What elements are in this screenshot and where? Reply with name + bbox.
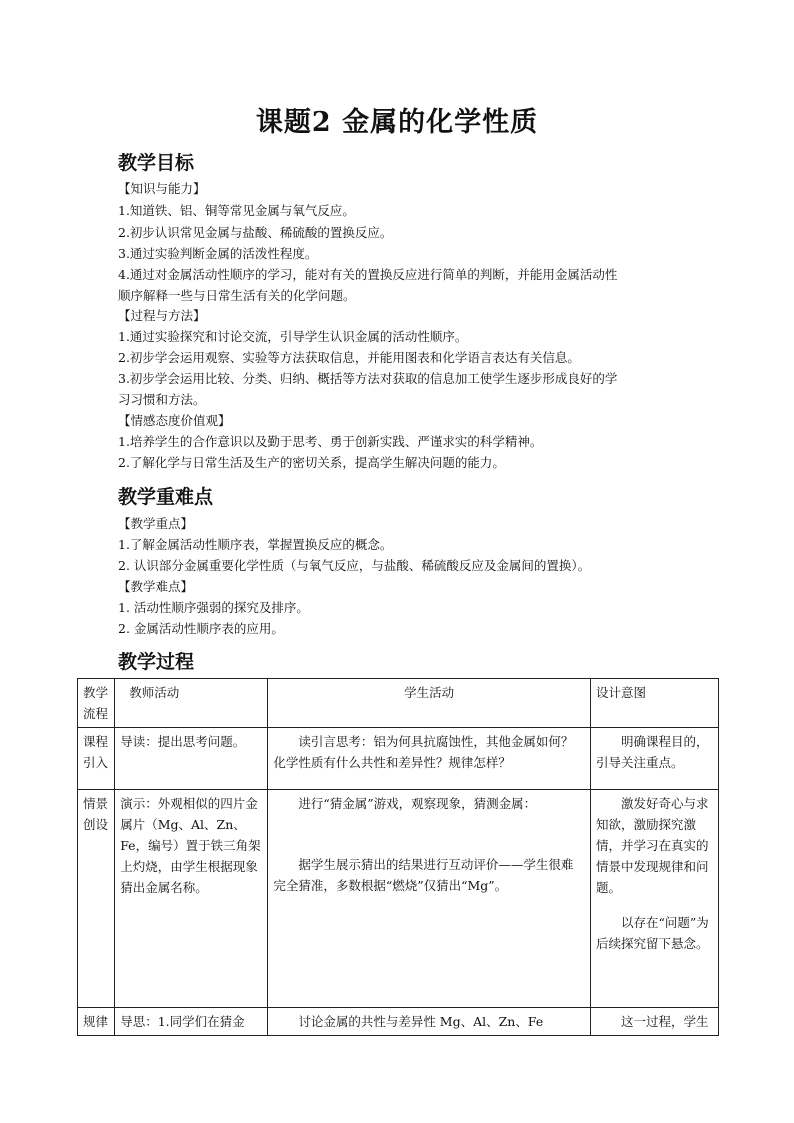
section-heading-keypoints: 教学重难点 [118, 486, 214, 508]
subheading-emotion: 【情感态度价值观】 [118, 413, 231, 428]
table-row [78, 790, 719, 1008]
focus-item: 1.了解金属活动性顺序表，掌握置换反应的概念。 [118, 537, 393, 552]
intent-cell: 明确课程目的，引导关注重点。 [591, 728, 719, 790]
table-header-row [78, 679, 719, 728]
student-activity-paragraph: 进行“猜金属”游戏，观察现象，猜测金属： [298, 796, 537, 811]
emotion-item: 2.了解化学与日常生活及生产的密切关系，提高学生解决问题的能力。 [118, 455, 505, 470]
page-title: 课题2 金属的化学性质 [255, 107, 539, 138]
table-header-cell: 教师活动 [115, 679, 268, 728]
table-header-cell: 学生活动 [268, 679, 591, 728]
section-heading-process: 教学过程 [118, 651, 195, 673]
table-row [78, 728, 719, 790]
stage-cell: 课程引入 [78, 728, 115, 790]
student-cell: 讨论金属的共性与差异性 Mg、Al、Zn、Fe [268, 1008, 591, 1036]
student-cell: 读引言思考：铝为何具抗腐蚀性，其他金属如何？化学性质有什么共性和差异性？规律怎样？ [268, 728, 591, 790]
intent-paragraph: 以存在“问题”为后续探究留下悬念。 [596, 915, 709, 951]
intent-paragraph: 激发好奇心与求知欲，激励探究激情，并学习在真实的情景中发现规律和问题。 [596, 796, 709, 895]
intent-cell [591, 790, 719, 1008]
teacher-cell: 导读：提出思考问题。 [115, 728, 268, 790]
difficulty-item: 2. 金属活动性顺序表的应用。 [118, 621, 284, 636]
process-item: 习习惯和方法。 [118, 392, 206, 407]
process-item: 2.初步学会运用观察、实验等方法获取信息，并能用图表和化学语言表达有关信息。 [118, 350, 580, 365]
emotion-item: 1.培养学生的合作意识以及勤于思考、勇于创新实践、严谨求实的科学精神。 [118, 434, 543, 449]
knowledge-item: 2.初步认识常见金属与盐酸、稀硫酸的置换反应。 [118, 225, 393, 240]
teacher-cell: 导思：1.同学们在猜金 [115, 1008, 268, 1036]
student-cell [268, 790, 591, 1008]
table-header-cell: 设计意图 [591, 679, 719, 728]
intent-cell: 这一过程，学生 [591, 1008, 719, 1036]
stage-cell: 情景创设 [78, 790, 115, 1008]
subheading-difficulty: 【教学难点】 [118, 579, 194, 594]
knowledge-item: 4.通过对金属活动性顺序的学习，能对有关的置换反应进行简单的判断，并能用金属活动性 [118, 267, 618, 282]
process-item: 1.通过实验探究和讨论交流，引导学生认识金属的活动性顺序。 [118, 329, 468, 344]
teacher-cell: 演示：外观相似的四片金属片（Mg、Al、Zn、Fe，编号）置于铁三角架上灼烧，由学生根据现象猜出金属名称。 [115, 790, 268, 1008]
knowledge-item: 3.通过实验判断金属的活泼性程度。 [118, 246, 318, 261]
student-activity-paragraph: 据学生展示猜出的结果进行互动评价——学生很难完全猜准，多数根据“燃烧”仅猜出“Mg”。 [273, 857, 574, 893]
difficulty-item: 1. 活动性顺序强弱的探究及排序。 [118, 600, 309, 615]
table-row [78, 1008, 719, 1036]
teaching-process-table [77, 678, 719, 1036]
section-heading-objectives: 教学目标 [118, 152, 195, 174]
stage-cell: 规律 [78, 1008, 115, 1036]
table-header-cell: 教学流程 [78, 679, 115, 728]
knowledge-item: 1.知道铁、铝、铜等常见金属与氧气反应。 [118, 203, 355, 218]
focus-item: 2. 认识部分金属重要化学性质（与氧气反应，与盐酸、稀硫酸反应及金属间的置换）。 [118, 558, 591, 573]
process-item: 3.初步学会运用比较、分类、归纳、概括等方法对获取的信息加工使学生逐步形成良好的学 [118, 371, 618, 386]
subheading-focus: 【教学重点】 [118, 516, 194, 531]
knowledge-item: 顺序解释一些与日常生活有关的化学问题。 [118, 288, 356, 303]
subheading-knowledge: 【知识与能力】 [118, 181, 206, 196]
subheading-process: 【过程与方法】 [118, 308, 206, 323]
